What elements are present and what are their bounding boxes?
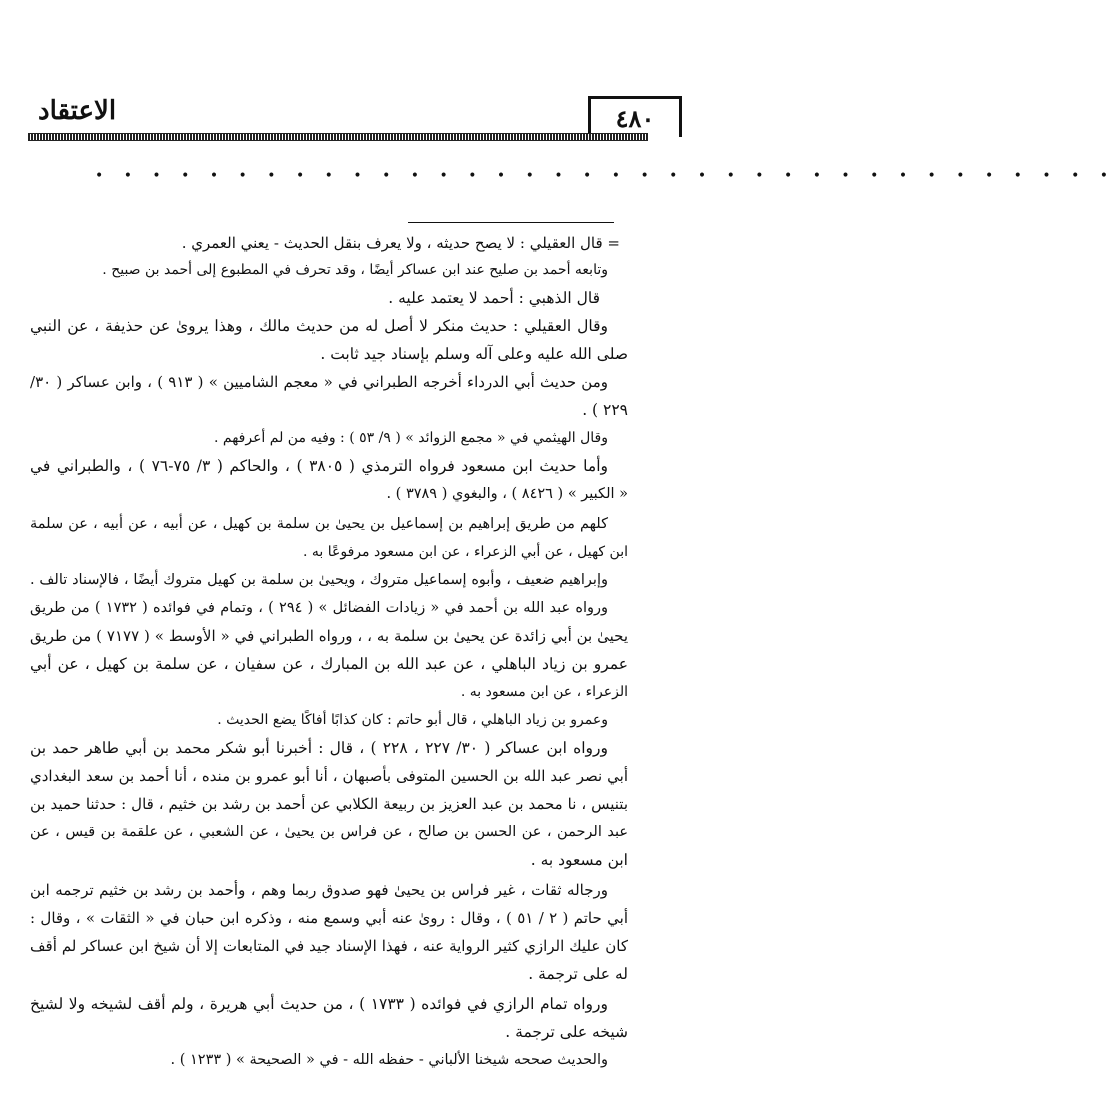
text-line: عبد الرحمن ، عن الحسن بن صالح ، عن فراس بن يحيىٰ ، عن الشعبي ، عن علقمة بن قيس ، عن xyxy=(30,824,628,840)
text-line: كلهم من طريق إبراهيم بن إسماعيل بن يحيىٰ بن سلمة بن كهيل ، عن أبيه ، عن أبيه ، عن سلمة xyxy=(30,516,608,532)
page-number: ٤٨٠ xyxy=(588,96,682,137)
text-line: ٢٢٩ ) . xyxy=(582,401,628,419)
text-line: ورجاله ثقات ، غير فراس بن يحيىٰ فهو صدوق ربما وهم ، وأحمد بن رشد بن خثيم ترجمه ابن xyxy=(30,881,608,899)
text-line: = قال العقيلي : لا يصح حديثه ، ولا يعرف بنقل الحديث - يعني العمري . xyxy=(181,234,620,252)
footnote-rule xyxy=(408,222,614,223)
text-line: وإبراهيم ضعيف ، وأبوه إسماعيل متروك ، ويحيىٰ بن سلمة بن كهيل متروك أيضًا ، فالإسناد تالف . xyxy=(30,572,608,588)
text-line: ورواه ابن عساكر ( ٣٠/ ٢٢٧ ، ٢٢٨ ) ، قال : أخبرنا أبو شكر محمد بن أبي طاهر حمد بن xyxy=(30,739,608,757)
chapter-title: الاعتقاد xyxy=(38,96,117,126)
text-line: له على ترجمة . xyxy=(528,965,628,983)
text-line: كان عليك الرازي كثير الرواية عنه ، فهذا الإسناد جيد في المتابعات إلا أن شيخ ابن عساكر لم أقف xyxy=(30,937,628,955)
text-line: ورواه تمام الرازي في فوائده ( ١٧٣٣ ) ، من حديث أبي هريرة ، ولم أقف لشيخه ولا لشيخ xyxy=(30,995,608,1013)
text-line: الزعراء ، عن ابن مسعود به . xyxy=(460,684,628,700)
text-line: « الكبير » ( ٨٤٢٦ ) ، والبغوي ( ٣٧٨٩ ) . xyxy=(386,486,628,502)
text-line: صلى الله عليه وعلى آله وسلم بإسناد جيد ثابت . xyxy=(320,345,628,363)
header-rule xyxy=(28,133,648,141)
text-line: وقال العقيلي : حديث منكر لا أصل له من حديث مالك ، وهذا يروىٰ عن حذيفة ، عن النبي xyxy=(30,317,608,335)
text-line: بتنيس ، نا محمد بن عبد العزيز بن ربيعة الكلابي عن أحمد بن رشد بن خثيم ، قال : حدثنا حميد بن xyxy=(30,795,628,813)
text-line: أبي نصر عبد الله بن الحسين المتوفى بأصبهان ، أنا أبو عمرو بن منده ، أنا أحمد بن سعد البغدادي xyxy=(30,767,628,785)
text-line: وتابعه أحمد بن صليح عند ابن عساكر أيضًا ، وقد تحرف في المطبوع إلى أحمد بن صبيح . xyxy=(102,262,608,278)
text-line: أبي حاتم ( ٢ / ٥١ ) ، وقال : روىٰ عنه أبي وسمع منه ، وذكره ابن حبان في « الثقات » ، وقال : xyxy=(30,909,628,927)
text-line: ابن مسعود به . xyxy=(530,851,628,869)
separator-dots: • • • • • • • • • • • • • • • • • • • • • • • • • • • • • • • • • • • • xyxy=(95,168,1116,184)
text-line: ابن كهيل ، عن أبي الزعراء ، عن ابن مسعود مرفوعًا به . xyxy=(302,544,628,560)
text-line: وعمرو بن زياد الباهلي ، قال أبو حاتم : كان كذابًا أفاكًا يضع الحديث . xyxy=(217,712,608,728)
text-line: شيخه على ترجمة . xyxy=(505,1023,628,1041)
text-line: وقال الهيثمي في « مجمع الزوائد » ( ٩/ ٥٣ ) : وفيه من لم أعرفهم . xyxy=(213,430,608,446)
text-line: والحديث صححه شيخنا الألباني - حفظه الله - في « الصحيحة » ( ١٢٣٣ ) . xyxy=(170,1052,608,1068)
text-line: وأما حديث ابن مسعود فرواه الترمذي ( ٣٨٠٥ ) ، والحاكم ( ٣/ ٧٥-٧٦ ) ، والطبراني في xyxy=(30,457,608,475)
text-line: قال الذهبي : أحمد لا يعتمد عليه . xyxy=(388,289,600,307)
text-line: ورواه عبد الله بن أحمد في « زيادات الفضائل » ( ٢٩٤ ) ، وتمام في فوائده ( ١٧٣٢ ) من طريق xyxy=(30,600,608,616)
text-line: ومن حديث أبي الدرداء أخرجه الطبراني في « معجم الشاميين » ( ٩١٣ ) ، وابن عساكر ( ٣٠/ xyxy=(30,373,609,391)
text-line: يحيىٰ بن أبي زائدة عن يحيىٰ بن سلمة به ، ، ورواه الطبراني في « الأوسط » ( ٧١٧٧ ) من طريق xyxy=(30,627,629,645)
text-line: عمرو بن زياد الباهلي ، عن عبد الله بن المبارك ، عن سفيان ، عن سلمة بن كهيل ، عن أبي xyxy=(30,655,628,673)
